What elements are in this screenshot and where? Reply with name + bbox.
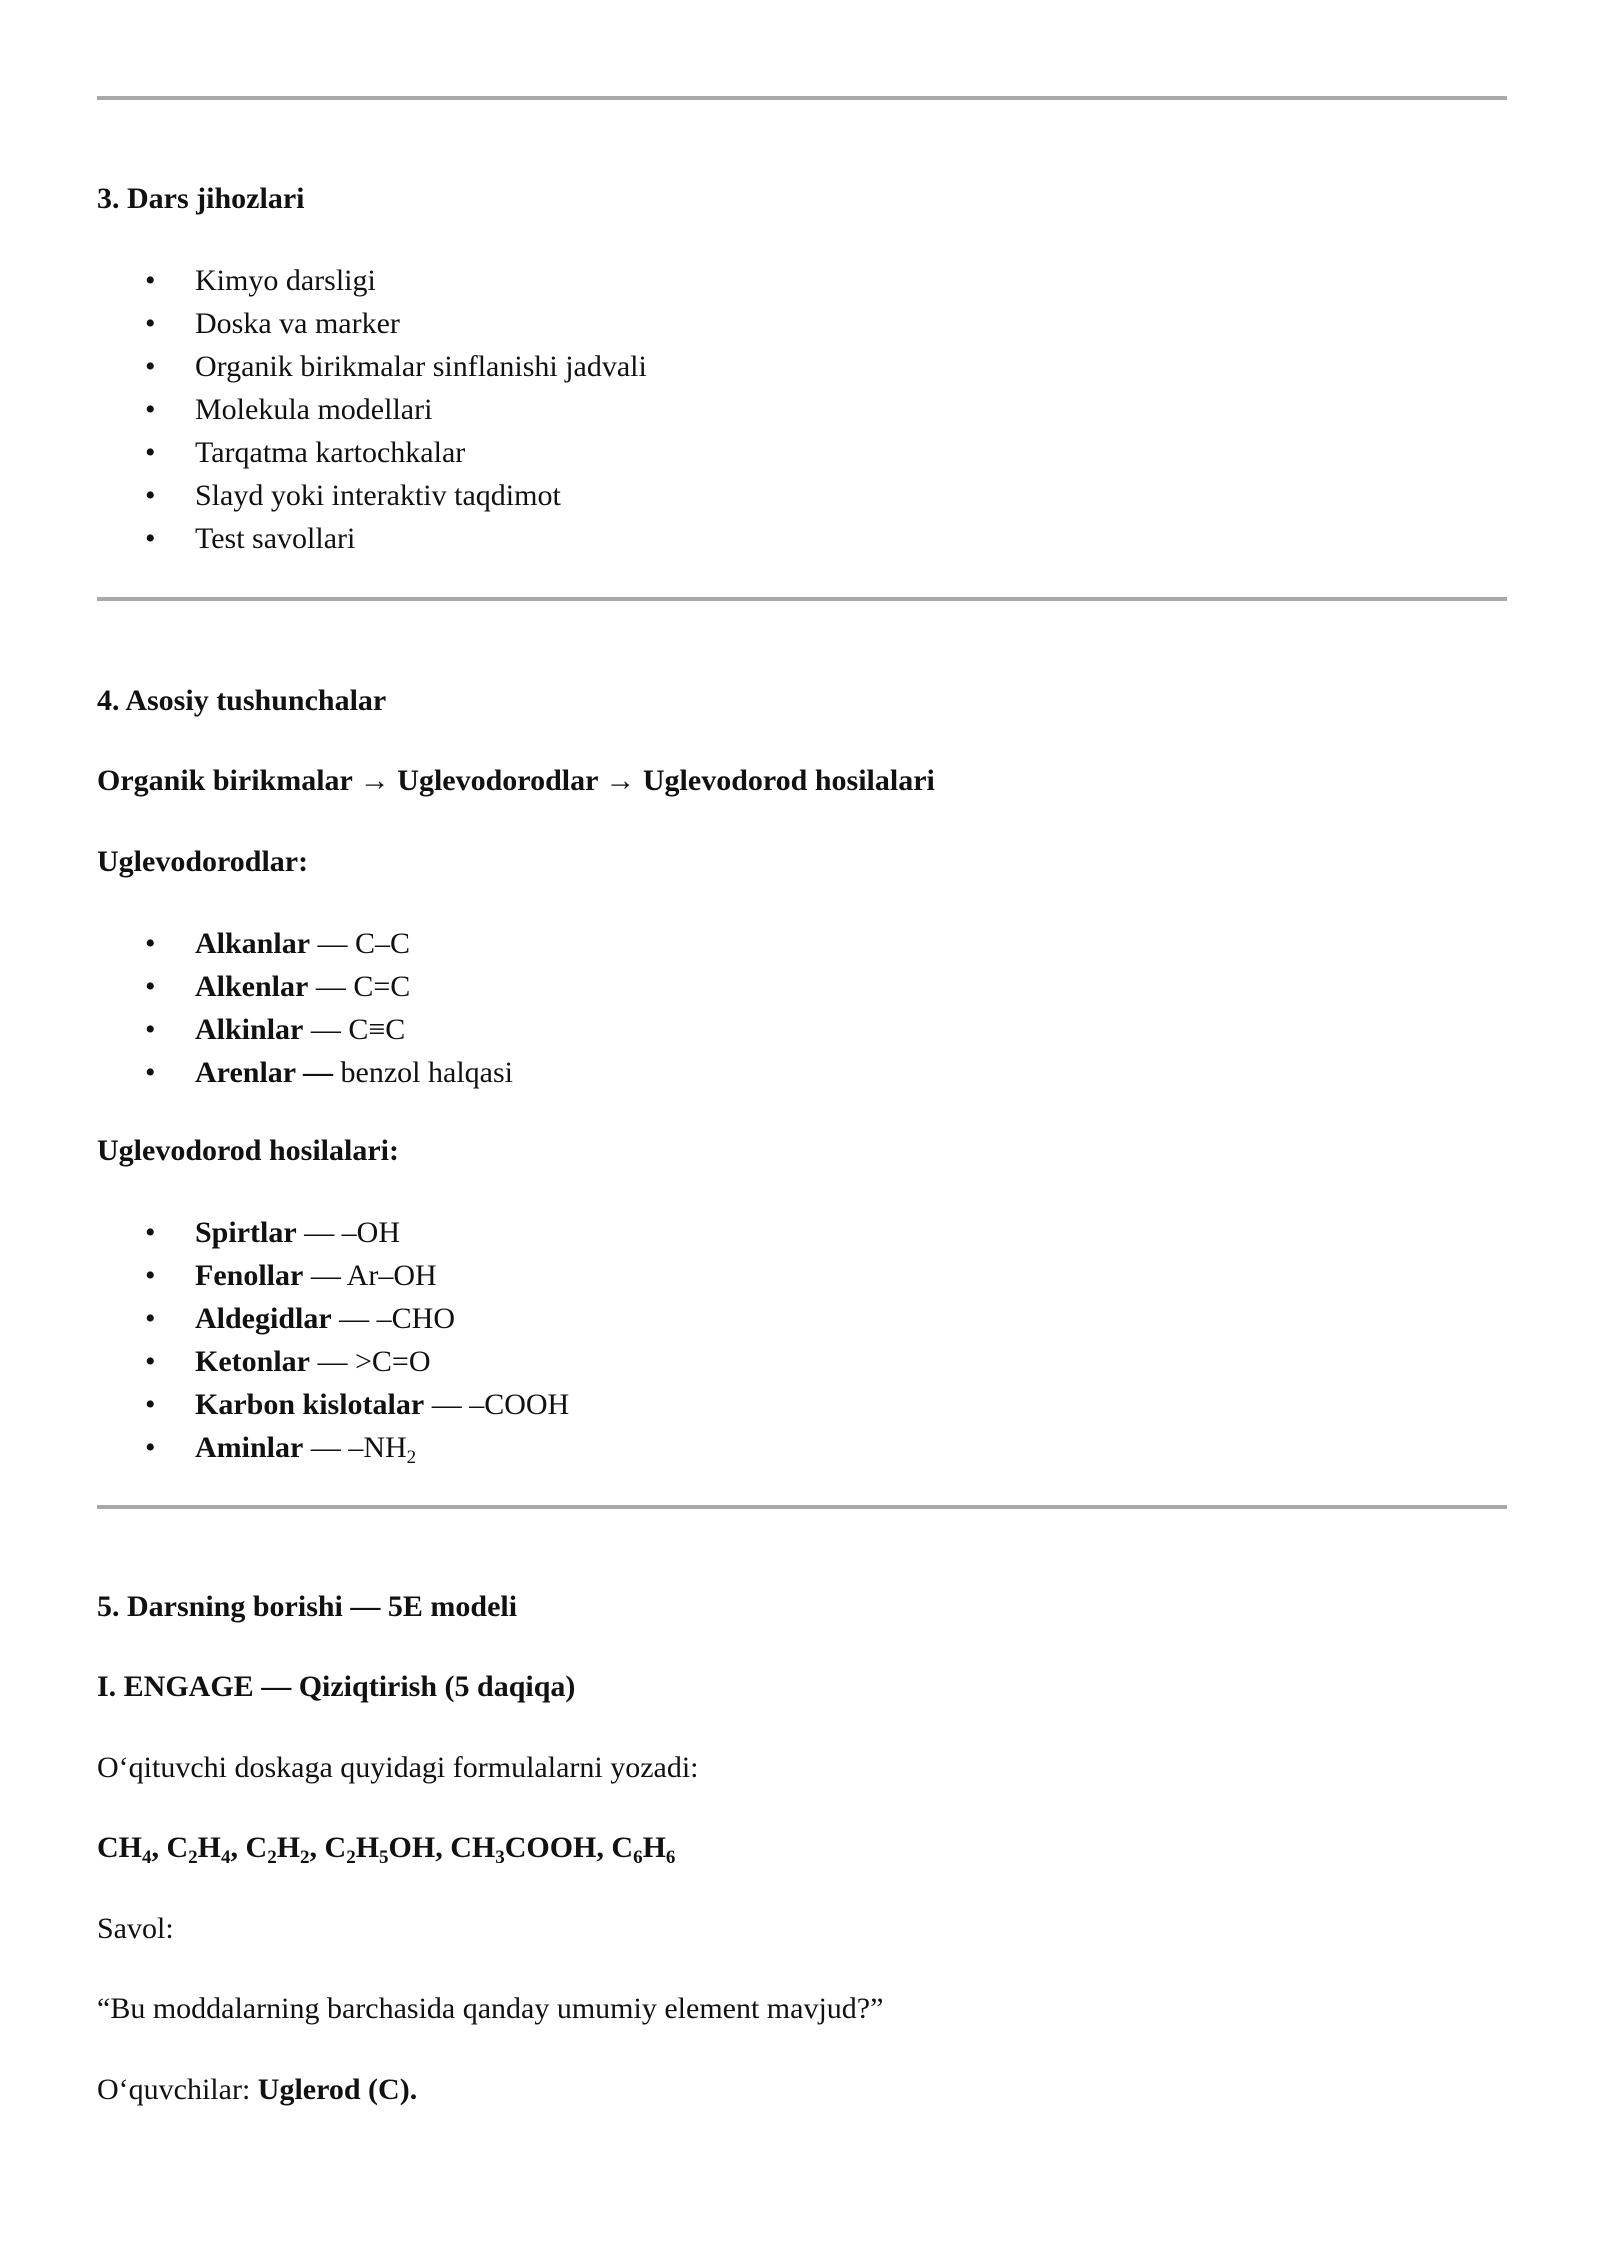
class-name: Ketonlar xyxy=(195,1345,310,1378)
formula-symbol: C xyxy=(166,1831,189,1864)
formula-subscript: 2 xyxy=(300,1847,310,1868)
list-item: • Organik birikmalar sinflanishi jadvali xyxy=(97,345,647,388)
class-formula: — –NH xyxy=(303,1431,407,1464)
section-5-heading: 5. Darsning borishi — 5E modeli xyxy=(97,1590,518,1623)
class-formula: — Ar–OH xyxy=(303,1259,437,1292)
answer-value: Uglerod (C). xyxy=(257,2073,418,2106)
formula-separator: , xyxy=(151,1831,167,1864)
chemical-formula xyxy=(450,1831,597,1868)
formula-subscript: 5 xyxy=(379,1847,389,1868)
list-item xyxy=(97,922,513,965)
formula-subscript: 6 xyxy=(665,1847,676,1868)
chemical-formula xyxy=(611,1831,676,1868)
chemical-formula xyxy=(166,1831,231,1868)
list-item xyxy=(97,1297,569,1340)
formula-symbol: C xyxy=(324,1831,347,1864)
formula-symbol: CH xyxy=(97,1831,142,1864)
formula-symbol: C xyxy=(245,1831,268,1864)
class-name: Aminlar xyxy=(195,1431,304,1464)
divider xyxy=(97,1505,1507,1509)
formula-subscript: 2 xyxy=(267,1847,277,1868)
formula-subscript: 2 xyxy=(346,1847,356,1868)
formula-symbol: CH xyxy=(450,1831,496,1864)
teacher-instruction: O‘qituvchi doskaga quyidagi formulalarni yozadi: xyxy=(97,1751,699,1784)
formula-separator: , xyxy=(596,1831,612,1864)
class-formula: — C=C xyxy=(308,970,411,1003)
classification-chain: Organik birikmalar → Uglevodorodlar → Uglevodorod hosilalari xyxy=(97,764,935,797)
class-name: Alkenlar xyxy=(195,970,309,1003)
formula-separator: , xyxy=(435,1831,451,1864)
list-item xyxy=(97,1008,513,1051)
formula-subscript: 4 xyxy=(142,1847,152,1868)
derivatives-heading: Uglevodorod hosilalari: xyxy=(97,1134,399,1167)
engage-heading: I. ENGAGE — Qiziqtirish (5 daqiqa) xyxy=(97,1670,576,1703)
list-item: • Test savollari xyxy=(97,517,647,560)
equipment-list xyxy=(97,259,647,560)
class-formula: — >C=O xyxy=(309,1345,431,1378)
list-item xyxy=(97,1383,569,1426)
class-name: Spirtlar xyxy=(195,1216,297,1249)
chemical-formula xyxy=(97,1831,152,1868)
question-text: “Bu moddalarning barchasida qanday umumiy element mavjud?” xyxy=(97,1992,884,2025)
formula-subscript: 2 xyxy=(188,1847,198,1868)
section-3-heading: 3. Dars jihozlari xyxy=(97,182,305,215)
derivatives-list xyxy=(97,1211,569,1469)
divider xyxy=(97,597,1507,601)
answer-label: O‘quvchilar: xyxy=(97,2073,258,2106)
formula-symbol: H xyxy=(642,1831,666,1864)
hydrocarbons-heading: Uglevodorodlar: xyxy=(97,845,309,878)
formula-subscript: 4 xyxy=(221,1847,231,1868)
class-name: Aldegidlar xyxy=(195,1302,332,1335)
section-4-heading: 4. Asosiy tushunchalar xyxy=(97,684,387,717)
chemical-formula xyxy=(324,1831,436,1868)
class-formula: benzol halqasi xyxy=(333,1056,513,1089)
list-item: • Kimyo darsligi xyxy=(97,259,647,302)
class-formula: — –COOH xyxy=(424,1388,570,1421)
class-formula: — C–C xyxy=(310,927,411,960)
formula-symbol: COOH xyxy=(504,1831,597,1864)
formula-subscript: 3 xyxy=(495,1847,505,1868)
class-name: Alkinlar xyxy=(195,1013,304,1046)
list-item xyxy=(97,965,513,1008)
class-formula: — –OH xyxy=(296,1216,401,1249)
students-answer xyxy=(97,2073,417,2107)
divider xyxy=(97,96,1507,100)
list-item xyxy=(97,1211,569,1254)
formula-subscript: 6 xyxy=(633,1847,643,1868)
chemical-formula xyxy=(245,1831,310,1868)
class-name: Karbon kislotalar xyxy=(195,1388,425,1421)
list-item xyxy=(97,1426,569,1469)
subscript: 2 xyxy=(406,1447,417,1468)
formula-symbol: H xyxy=(276,1831,301,1864)
hydrocarbons-list xyxy=(97,922,513,1094)
class-formula: — C≡C xyxy=(303,1013,406,1046)
formula-symbol: H xyxy=(355,1831,380,1864)
formula-separator: , xyxy=(230,1831,246,1864)
class-formula: — –CHO xyxy=(331,1302,456,1335)
list-item: • Molekula modellari xyxy=(97,388,647,431)
list-item: • Tarqatma kartochkalar xyxy=(97,431,647,474)
class-name: Fenollar xyxy=(195,1259,304,1292)
formula-separator: , xyxy=(309,1831,325,1864)
list-item xyxy=(97,1051,513,1094)
list-item xyxy=(97,1254,569,1297)
formula-symbol: H xyxy=(197,1831,222,1864)
formula-list xyxy=(97,1831,676,1868)
list-item xyxy=(97,1340,569,1383)
list-item: • Doska va marker xyxy=(97,302,647,345)
class-name: Arenlar — xyxy=(195,1056,334,1089)
list-item: • Slayd yoki interaktiv taqdimot xyxy=(97,474,647,517)
class-name: Alkanlar xyxy=(195,927,311,960)
formula-symbol: OH xyxy=(388,1831,436,1864)
formula-symbol: C xyxy=(611,1831,634,1864)
question-label: Savol: xyxy=(97,1912,174,1945)
